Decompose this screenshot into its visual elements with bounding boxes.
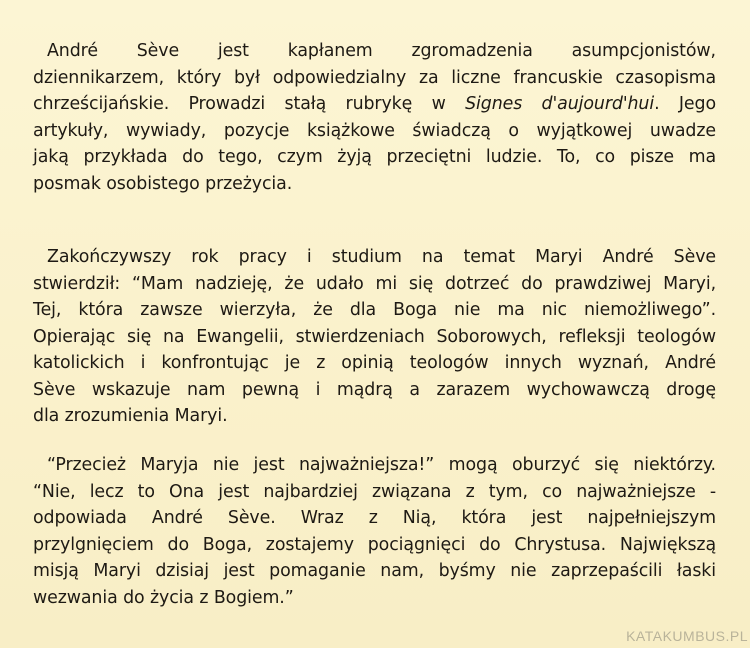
text-line: odpowiada André Sève. Wraz z Nią, która jest najpełniejszym	[33, 508, 716, 528]
text-line: przylgnięciem do Boga, zostajemy pociągnięci do Chrystusa. Największą	[33, 534, 716, 555]
text-line: wezwania do życia z Bogiem.”	[33, 587, 294, 608]
text-line: Opierając się na Ewangelii, stwierdzeniach Soborowych, refleksji teologów	[33, 326, 716, 347]
text-segment: chrześcijańskie. Prowadzi stałą rubrykę w	[33, 94, 466, 114]
paragraph-author-bio	[33, 38, 716, 197]
text-line: Sève wskazuje nam pewną i mądrą a zarazem wychowawczą drogę	[33, 379, 716, 400]
text-line: artykuły, wywiady, pozycje książkowe świadczą o wyjątkowej uwadze	[33, 120, 716, 141]
paragraph-study-summary	[33, 244, 716, 430]
text-line: posmak osobistego przeżycia.	[33, 173, 293, 194]
paragraph-quote	[33, 452, 716, 611]
publication-title: Signes d'aujourd'hui	[465, 94, 655, 114]
text-line: stwierdził: “Mam nadzieję, że udało mi się dotrzeć do prawdziwej Maryi,	[33, 273, 716, 294]
text-line: Zakończywszy rok pracy i studium na temat Maryi André Sève	[47, 247, 716, 267]
text-line	[33, 91, 716, 118]
text-line: jaką przykłada do tego, czym żyją przeciętni ludzie. To, co pisze ma	[33, 147, 716, 167]
text-segment: . Jego	[654, 94, 716, 114]
watermark: KATAKUMBUS.PL	[626, 628, 748, 644]
text-line: dla zrozumienia Maryi.	[33, 406, 228, 426]
text-line: dziennikarzem, który był odpowiedzialny za liczne francuskie czasopisma	[33, 67, 716, 88]
text-line: “Przecież Maryja nie jest najważniejsza!” mogą oburzyć się niektórzy.	[47, 455, 716, 475]
text-line: misją Maryi dzisiaj jest pomaganie nam, byśmy nie zaprzepaścili łaski	[33, 561, 716, 581]
text-line: Tej, która zawsze wierzyła, że dla Boga nie ma nic niemożliwego”.	[33, 300, 716, 320]
text-line: “Nie, lecz to Ona jest najbardziej związana z tym, co najważniejsze -	[33, 481, 716, 502]
text-line: katolickich i konfrontując je z opinią teologów innych wyznań, André	[33, 353, 716, 373]
text-line: André Sève jest kapłanem zgromadzenia asumpcjonistów,	[47, 41, 716, 61]
